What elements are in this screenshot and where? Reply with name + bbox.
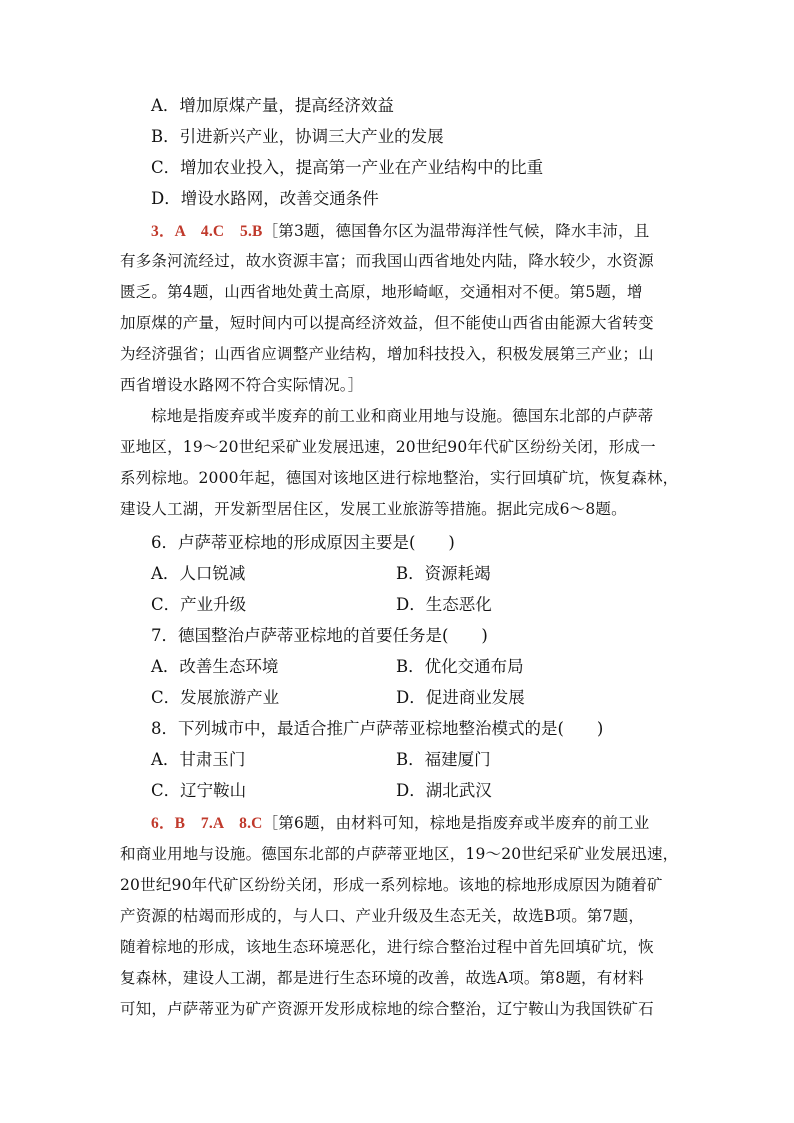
passage-line: 亚地区，19～20世纪采矿业发展迅速，20世纪90年代矿区纷纷关闭，形成一 [120, 438, 656, 456]
passage-line: 建设人工湖，开发新型居住区，发展工业旅游等措施。据此完成6～8题。 [120, 500, 627, 518]
q6-option-d: D．生态恶化 [396, 595, 492, 614]
answer-explanation-line: 西省增设水路网不符合实际情况。］ [120, 376, 364, 394]
q8-option-a: A．甘肃玉门 [151, 750, 246, 769]
answer-keys-6-8: 6．B 7.A 8.C [151, 815, 263, 832]
answer-explanation-line: 有多条河流经过，故水资源丰富；而我国山西省地处内陆，降水较少，水资源 [120, 252, 654, 270]
answer-keys-3-5: 3．A 4.C 5.B [151, 223, 263, 240]
q2-option-d: D．增设水路网，改善交通条件 [151, 189, 379, 208]
answer-explanation-line: ［第6题，由材料可知，棕地是指废弃或半废弃的前工业 [262, 814, 650, 832]
answer-explanation-line: 可知，卢萨蒂亚为矿产资源开发形成棕地的综合整治，辽宁鞍山为我国铁矿石 [120, 1000, 654, 1018]
q6-option-c: C．产业升级 [151, 595, 247, 614]
answer-explanation-line: 产资源的枯竭而形成的，与人口、产业升级及生态无关，故选B项。第7题， [120, 907, 645, 925]
q8-option-c: C．辽宁鞍山 [151, 781, 247, 800]
question-7-stem: 7．德国整治卢萨蒂亚棕地的首要任务是( ) [151, 626, 488, 645]
answer-explanation-line: 为经济强省；山西省应调整产业结构，增加科技投入，积极发展第三产业；山 [120, 345, 654, 363]
question-6-stem: 6．卢萨蒂亚棕地的形成原因主要是( ) [151, 533, 455, 552]
passage-line: 系列棕地。2000年起，德国对该地区进行棕地整治，实行回填矿坑，恢复森林， [120, 469, 679, 487]
answer-explanation-line: 加原煤的产量，短时间内可以提高经济效益，但不能使山西省由能源大省转变 [120, 314, 654, 332]
q7-option-c: C．发展旅游产业 [151, 688, 280, 707]
q6-option-b: B．资源耗竭 [396, 564, 491, 583]
q8-option-b: B．福建厦门 [396, 750, 491, 769]
passage-line: 棕地是指废弃或半废弃的前工业和商业用地与设施。德国东北部的卢萨蒂 [151, 407, 654, 425]
question-8-stem: 8．下列城市中，最适合推广卢萨蒂亚棕地整治模式的是( ) [151, 719, 604, 738]
answer-explanation-line: 20世纪90年代矿区纷纷关闭，形成一系列棕地。该地的棕地形成原因为随着矿 [120, 876, 663, 894]
q7-option-d: D．促进商业发展 [396, 688, 525, 707]
q7-option-b: B．优化交通布局 [396, 657, 524, 676]
q8-option-d: D．湖北武汉 [396, 781, 492, 800]
q6-option-a: A．人口锐减 [151, 564, 246, 583]
answer-explanation-line: 和商业用地与设施。德国东北部的卢萨蒂亚地区，19～20世纪采矿业发展迅速， [120, 845, 679, 863]
answer-explanation-line: ［第3题，德国鲁尔区为温带海洋性气候，降水丰沛，且 [262, 222, 650, 240]
answer-explanation-line: 随着棕地的形成，该地生态环境恶化，进行综合整治过程中首先回填矿坑，恢 [120, 938, 654, 956]
q2-option-a: A．增加原煤产量，提高经济效益 [151, 96, 394, 115]
answer-6-8-first-line [151, 813, 649, 834]
answer-explanation-line: 复森林，建设人工湖，都是进行生态环境的改善，故选A项。第8题，有材料 [120, 969, 644, 987]
q2-option-c: C．增加农业投入，提高第一产业在产业结构中的比重 [151, 158, 544, 177]
q7-option-a: A．改善生态环境 [151, 657, 279, 676]
answer-explanation-line: 匮乏。第4题，山西省地处黄土高原，地形崎岖，交通相对不便。第5题，增 [120, 283, 643, 301]
answer-3-5-first-line [151, 221, 649, 242]
q2-option-b: B．引进新兴产业，协调三大产业的发展 [151, 127, 444, 146]
